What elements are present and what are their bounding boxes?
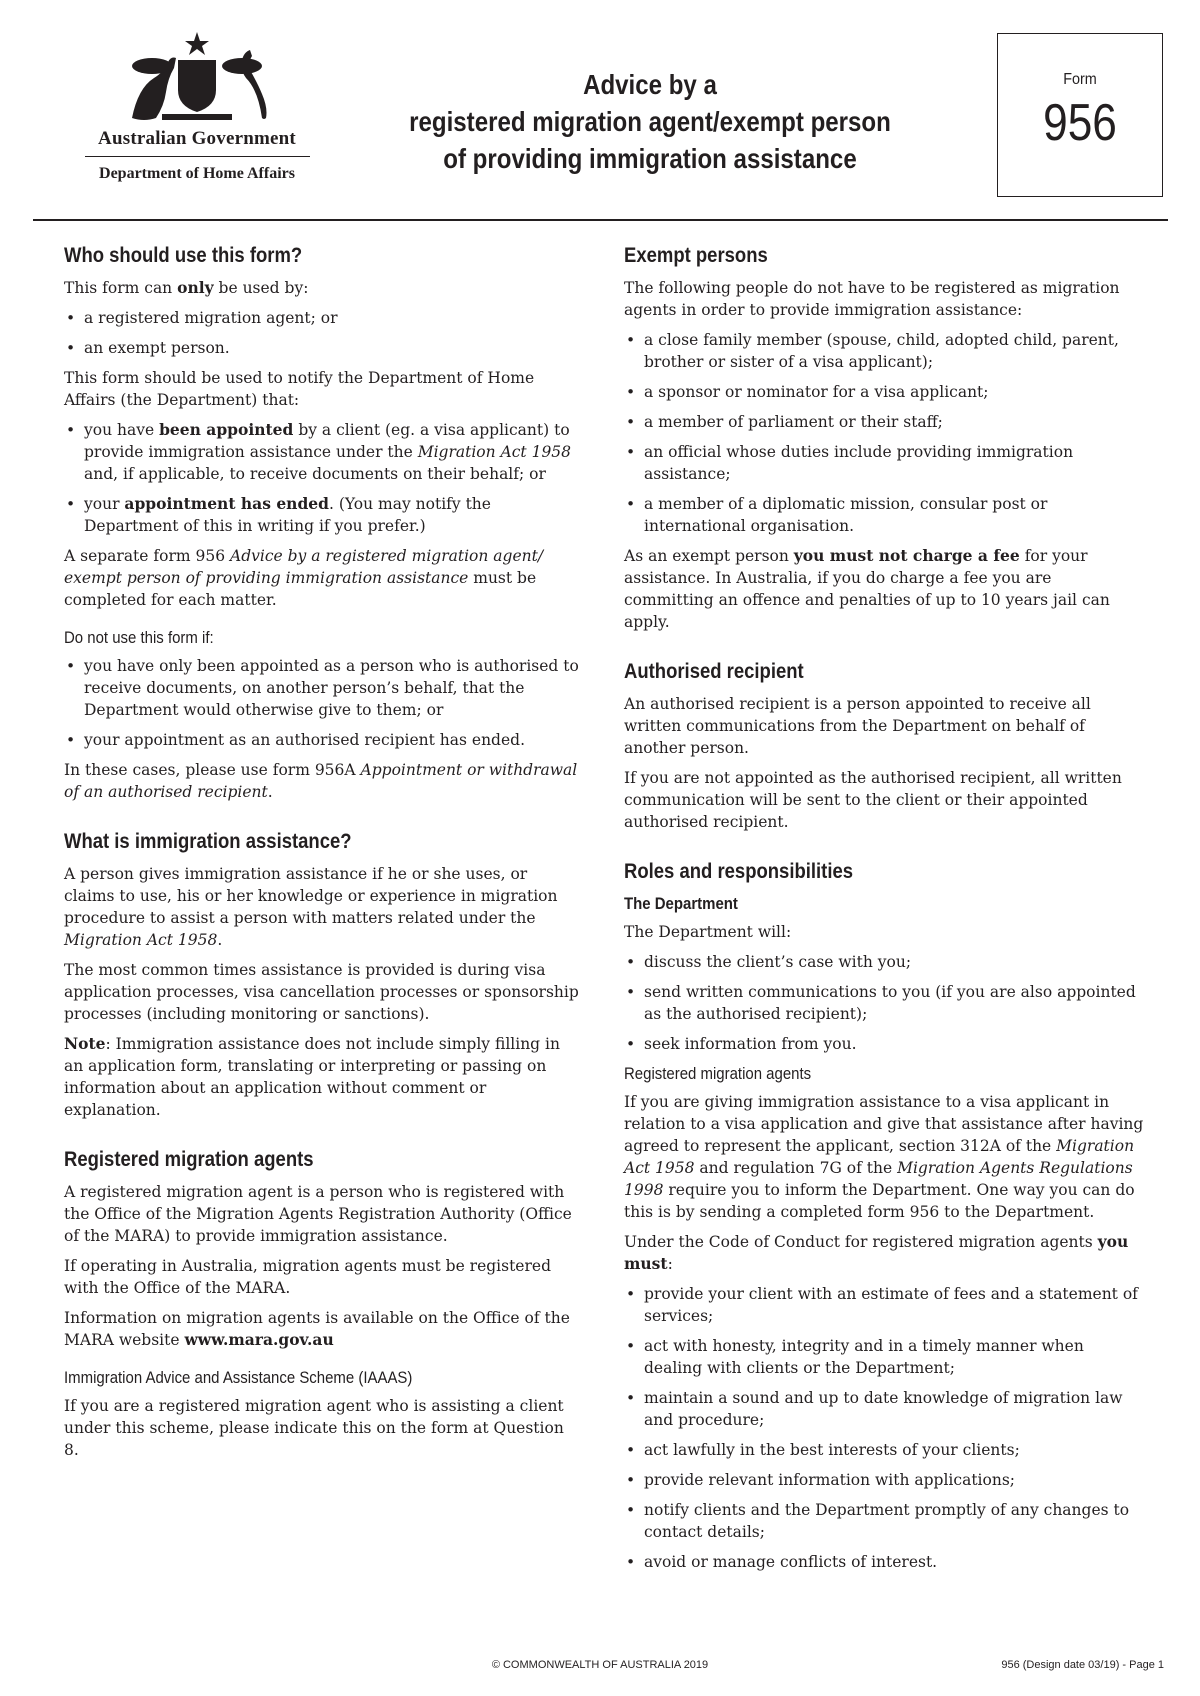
title-line: of providing immigration assistance xyxy=(443,143,857,174)
gov-crest xyxy=(72,30,322,190)
rma-p2: If operating in Australia, migration agents must be registered with the Office of the MARA. xyxy=(64,1257,551,1297)
list-item: • a close family member (spouse, child, adopted child, parent, brother or sister of a visa applicant); xyxy=(624,329,1144,373)
dept-intro: The Department will: xyxy=(624,923,792,941)
government-name: Australian Government xyxy=(85,128,310,157)
list-item: • a sponsor or nominator for a visa applicant; xyxy=(624,381,1144,403)
roles-rma-heading: Registered migration agents xyxy=(624,1064,812,1083)
rma-p1: A registered migration agent is a person who is registered with the Office of the Migration Agents Registration Authority (Office of the MARA) to provide immigration assistance. xyxy=(64,1183,572,1245)
list-item: • act with honesty, integrity and in a timely manner when dealing with clients or the Department; xyxy=(624,1335,1144,1379)
list-item: • provide your client with an estimate of fees and a statement of services; xyxy=(624,1283,1144,1327)
list-item: • send written communications to you (if you are also appointed as the authorised recipient); xyxy=(624,981,1144,1025)
list-item: • maintain a sound and up to date knowledge of migration law and procedure; xyxy=(624,1387,1144,1431)
title-line: Advice by a xyxy=(583,69,717,100)
cases-note: In these cases, please use form 956A Appointment or withdrawal of an authorised recipient. xyxy=(64,761,578,801)
list-item: • you have been appointed by a client (eg. a visa applicant) to provide immigration assistance under the Migration Act 1958 and, if applicable, to receive documents on their behalf; or xyxy=(64,419,579,485)
list-item: • a member of a diplomatic mission, consular post or international organisation. xyxy=(624,493,1144,537)
who-heading: Who should use this form? xyxy=(64,244,303,267)
rma-heading: Registered migration agents xyxy=(64,1148,314,1171)
exempt-heading: Exempt persons xyxy=(624,244,768,267)
rma-p3: Information on migration agents is available on the Office of the MARA website www.mara.gov.au xyxy=(64,1309,570,1349)
dept-list xyxy=(624,951,1144,1055)
auth-heading: Authorised recipient xyxy=(624,660,804,683)
what-p1: A person gives immigration assistance if he or she uses, or claims to use, his or her knowledge or experience in migration procedure to assist a person with matters related under the Migration Act 1958. xyxy=(64,865,558,949)
right-column xyxy=(624,243,1144,1581)
separate-form-note: A separate form 956 Advice by a registered migration agent/ exempt person of providing immigration assistance must be completed for each matter. xyxy=(64,547,544,609)
donot-heading: Do not use this form if: xyxy=(64,628,214,647)
iaaas-p1: If you are a registered migration agent who is assisting a client under this scheme, please indicate this on the form at Question 8. xyxy=(64,1397,564,1459)
what-note: Note: Immigration assistance does not include simply filling in an application form, translating or interpreting or passing on information about an application without comment or explanation. xyxy=(64,1034,560,1119)
list-item: • an official whose duties include providing immigration assistance; xyxy=(624,441,1144,485)
list-item: • an exempt person. xyxy=(64,337,579,359)
auth-p1: An authorised recipient is a person appointed to receive all written communications from the Department on behalf of another person. xyxy=(624,695,1091,757)
who-list xyxy=(64,307,579,359)
form-number-box xyxy=(997,33,1163,197)
list-item: • a member of parliament or their staff; xyxy=(624,411,1144,433)
auth-p2: If you are not appointed as the authorised recipient, all written communication will be sent to the client or their appointed authorised recipient. xyxy=(624,769,1122,831)
footer-copyright: © COMMONWEALTH OF AUSTRALIA 2019 xyxy=(491,1659,709,1671)
coat-of-arms-icon xyxy=(112,30,282,126)
list-item: • discuss the client’s case with you; xyxy=(624,951,1144,973)
list-item: • your appointment has ended. (You may notify the Department of this in writing if you prefer.) xyxy=(64,493,579,537)
list-item: • you have only been appointed as a person who is authorised to receive documents, on another person’s behalf, that the Department would otherwise give to them; or xyxy=(64,655,579,721)
what-p2: The most common times assistance is provided is during visa application processes, visa cancellation processes or sponsorship processes (including monitoring or sanctions). xyxy=(64,961,579,1023)
list-item: • your appointment as an authorised recipient has ended. xyxy=(64,729,579,751)
footer-page-info: 956 (Design date 03/19) - Page 1 xyxy=(1001,1659,1164,1671)
dept-heading: The Department xyxy=(624,894,738,913)
page-title xyxy=(401,66,900,177)
list-item: • avoid or manage conflicts of interest. xyxy=(624,1551,1144,1573)
who-intro: This form can only be used by: xyxy=(64,278,309,297)
list-item: • seek information from you. xyxy=(624,1033,1144,1055)
iaaas-heading: Immigration Advice and Assistance Scheme (IAAAS) xyxy=(64,1368,413,1387)
form-label: Form xyxy=(1063,71,1097,88)
exempt-intro: The following people do not have to be registered as migration agents in order to provide immigration assistance: xyxy=(624,279,1120,319)
roles-rma-p: If you are giving immigration assistance to a visa applicant in relation to a visa application and give that assistance after having agreed to represent the applicant, section 312A of the Migration Act 1958 and regulation 7G of the Migration Agents Regulations 1998 require you to inform the Department. One way you can do this is by sending a completed form 956 to the Department. xyxy=(624,1093,1144,1221)
mara-link[interactable]: www.mara.gov.au xyxy=(184,1330,334,1349)
header-divider xyxy=(33,219,1168,221)
code-intro: Under the Code of Conduct for registered migration agents you must: xyxy=(624,1232,1129,1273)
title-line: registered migration agent/exempt person xyxy=(409,106,891,137)
notify-list xyxy=(64,419,579,537)
what-heading: What is immigration assistance? xyxy=(64,830,352,853)
form-number: 956 xyxy=(1043,94,1117,152)
donot-list xyxy=(64,655,579,751)
exempt-list xyxy=(624,329,1144,537)
code-list xyxy=(624,1283,1144,1573)
roles-heading: Roles and responsibilities xyxy=(624,860,854,883)
list-item: • a registered migration agent; or xyxy=(64,307,579,329)
department-name: Department of Home Affairs xyxy=(99,165,295,182)
list-item: • notify clients and the Department promptly of any changes to contact details; xyxy=(624,1499,1144,1543)
left-column xyxy=(64,243,579,1469)
list-item: • provide relevant information with applications; xyxy=(624,1469,1144,1491)
exempt-fee-note: As an exempt person you must not charge a fee for your assistance. In Australia, if you do charge a fee you are committing an offence and penalties of up to 10 years jail can apply. xyxy=(624,546,1110,631)
who-notify: This form should be used to notify the Department of Home Affairs (the Department) that: xyxy=(64,369,535,409)
list-item: • act lawfully in the best interests of your clients; xyxy=(624,1439,1144,1461)
